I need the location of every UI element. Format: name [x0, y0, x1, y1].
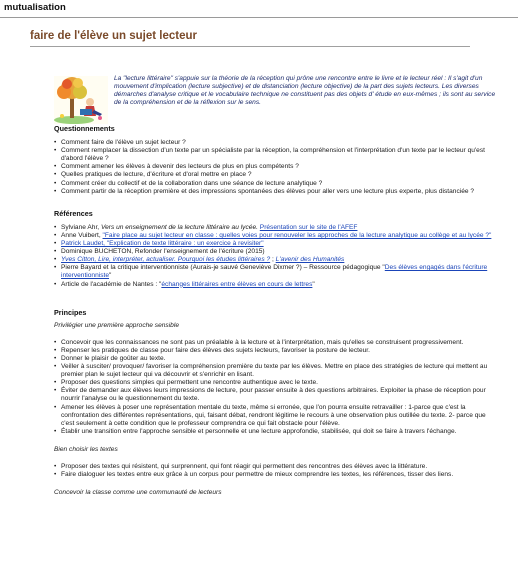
ref-title: Vers un enseignement de la lecture littéraire au lycée.: [100, 223, 258, 231]
principles-section: [54, 309, 500, 498]
list-item: [54, 256, 500, 264]
ref-author: Anne Vuibert,: [61, 231, 103, 239]
ref-link-citton[interactable]: Yves Citton, Lire, interpréter, actualiser. Pourquoi les études littéraires ?: [61, 256, 271, 264]
site-header: [0, 0, 518, 18]
reader-under-tree-illustration-icon: [54, 76, 108, 124]
references-section: [54, 210, 500, 289]
ref-text-end: ": [109, 272, 112, 280]
list-item: • Quelles pratiques de lecture, d'écriture et d'oral mettre en place ?: [54, 171, 500, 179]
list-item: [54, 264, 500, 280]
list-item: • Comment créer du collectif et de la collaboration dans une séance de lecture analytique ?: [54, 180, 500, 188]
principles-subheading-1: Privilégier une première approche sensible: [54, 321, 179, 329]
ref-text: Pierre Bayard et la critique interventionniste (Aurais-je sauvé Geneviève Dixmer ?) – Ressource pédagogique ": [61, 264, 385, 272]
list-item: • Comment amener les élèves à devenir des lecteurs de plus en plus compétents ?: [54, 163, 500, 171]
ref-text-end: ": [312, 280, 315, 288]
principles-subheading-2: Bien choisir les textes: [54, 445, 118, 453]
list-item: [54, 232, 500, 240]
list-item: • Comment faire de l'élève un sujet lecteur ?: [54, 139, 500, 147]
references-heading: Références: [54, 208, 93, 218]
principles-list-2: [54, 463, 500, 479]
list-item: • Veiller à susciter/ provoquer/ favoriser la compréhension première du texte par les élèves. Mettre en place des stratégies de lecture qui mettent au premier plan le sujet lecteur qui va découvrir et s'enrichir en lisant.: [54, 363, 500, 379]
ref-text: Article de l'académie de Nantes : ": [61, 280, 162, 288]
list-item: • Proposer des textes qui résistent, qui surprennent, qui font réagir qui permettent des rencontres des élèves avec la littérature.: [54, 463, 500, 471]
ref-link-vuibert[interactable]: "Faire place au sujet lecteur en classe : quelles voies pour renouveler les approches de la lecture analytique au collège et au lycée ?": [102, 231, 492, 239]
list-item: • Concevoir que les connaissances ne sont pas un préalable à la lecture et à l'interprétation, mais qu'elles se construisent progressivement.: [54, 339, 500, 347]
intro-text: La "lecture littéraire" s'appuie sur la théorie de la réception qui prône une rencontre entre le livre et le lecteur réel : Il s'agit d'un mouvement d'implication (lecture subjective) et de distanciation (lecture objective) de la part des sujets lecteurs. Les diverses démarches d'analyse critique et le vocabulaire technique ne constituent pas des objets d' étude en eux-mêmes ; ils sont au service de la compréhension et de la réflexion sur le sens.: [114, 75, 496, 107]
article-content: [54, 75, 500, 497]
ref-separator: ;: [270, 256, 276, 264]
ref-link-nantes[interactable]: échanges littéraires entre élèves en cours de lettres: [161, 280, 313, 288]
principles-heading: Principes: [54, 307, 87, 317]
questions-heading: Questionnements: [54, 124, 115, 133]
ref-link-afef[interactable]: Présentation sur le site de l'AFEF: [259, 223, 358, 231]
list-item: • Établir une transition entre l'approche sensible et personnelle et une lecture approfondie, stabilisée, qui doit se faire à travers l'échange.: [54, 428, 500, 436]
intro-block: [54, 75, 500, 124]
principles-list-1: [54, 339, 500, 436]
questions-list: [54, 139, 500, 196]
ref-link-humanites[interactable]: L'avenir des Humanités: [275, 256, 345, 264]
list-item: • Éviter de demander aux élèves leurs impressions de lecture, pour passer ensuite à des questions arbitraires. Exploiter la phase de réception pour nourrir l'analyse ou le questionnement du texte.: [54, 387, 500, 403]
list-item: • Faire dialoguer les textes entre eux grâce à un corpus pour permettre de mieux comprendre les textes, les références, tisser des liens.: [54, 471, 500, 479]
list-item: • Repenser les pratiques de classe pour faire des élèves des sujets lecteurs, favoriser la posture de lecteur.: [54, 347, 500, 355]
page-title: faire de l'élève un sujet lecteur: [30, 30, 197, 42]
list-item: • Dominique BUCHETON, Refonder l'enseignement de l'écriture (2015): [54, 248, 500, 256]
site-label: mutualisation: [4, 2, 66, 13]
ref-link-interventionniste[interactable]: Des élèves engagés dans l'écriture interventionniste: [61, 264, 488, 280]
ref-author: Sylviane Ahr,: [61, 223, 101, 231]
page-title-wrap: [30, 30, 470, 47]
list-item: • Proposer des questions simples qui permettent une rencontre authentique avec le texte.: [54, 379, 500, 387]
ref-link-laudet[interactable]: Patrick Laudet, "Explication de texte littéraire : un exercice à revisiter": [61, 240, 264, 248]
list-item: [54, 281, 500, 289]
list-item: • Amener les élèves à poser une représentation mentale du texte, même si erronée, que l'on pourra ensuite retravailler : 1-parce que c'est la confrontation des différentes représentations, qui, faisant débat, rendront légitime le recours à une observation plus outillée du texte. 2- parce que c'est seulement à cette condition que le professeur comprendra ce qui fait obstacle pour l'élève.: [54, 404, 500, 428]
questions-section: [54, 125, 500, 196]
list-item: • Comment remplacer la dissection d'un texte par un spécialiste par la réception, la compréhension et l'interprétation d'un texte par le lecteur qu'est d'abord l'élève ?: [54, 147, 500, 163]
list-item: [54, 224, 500, 232]
principles-subheading-3: Concevoir la classe comme une communauté de lecteurs: [54, 489, 222, 497]
list-item: • Comment partir de la réception première et des impressions spontanées des élèves pour aller vers une lecture plus experte, plus distanciée ?: [54, 188, 500, 196]
list-item: • Donner le plaisir de goûter au texte.: [54, 355, 500, 363]
references-list: [54, 224, 500, 289]
list-item: [54, 240, 500, 248]
